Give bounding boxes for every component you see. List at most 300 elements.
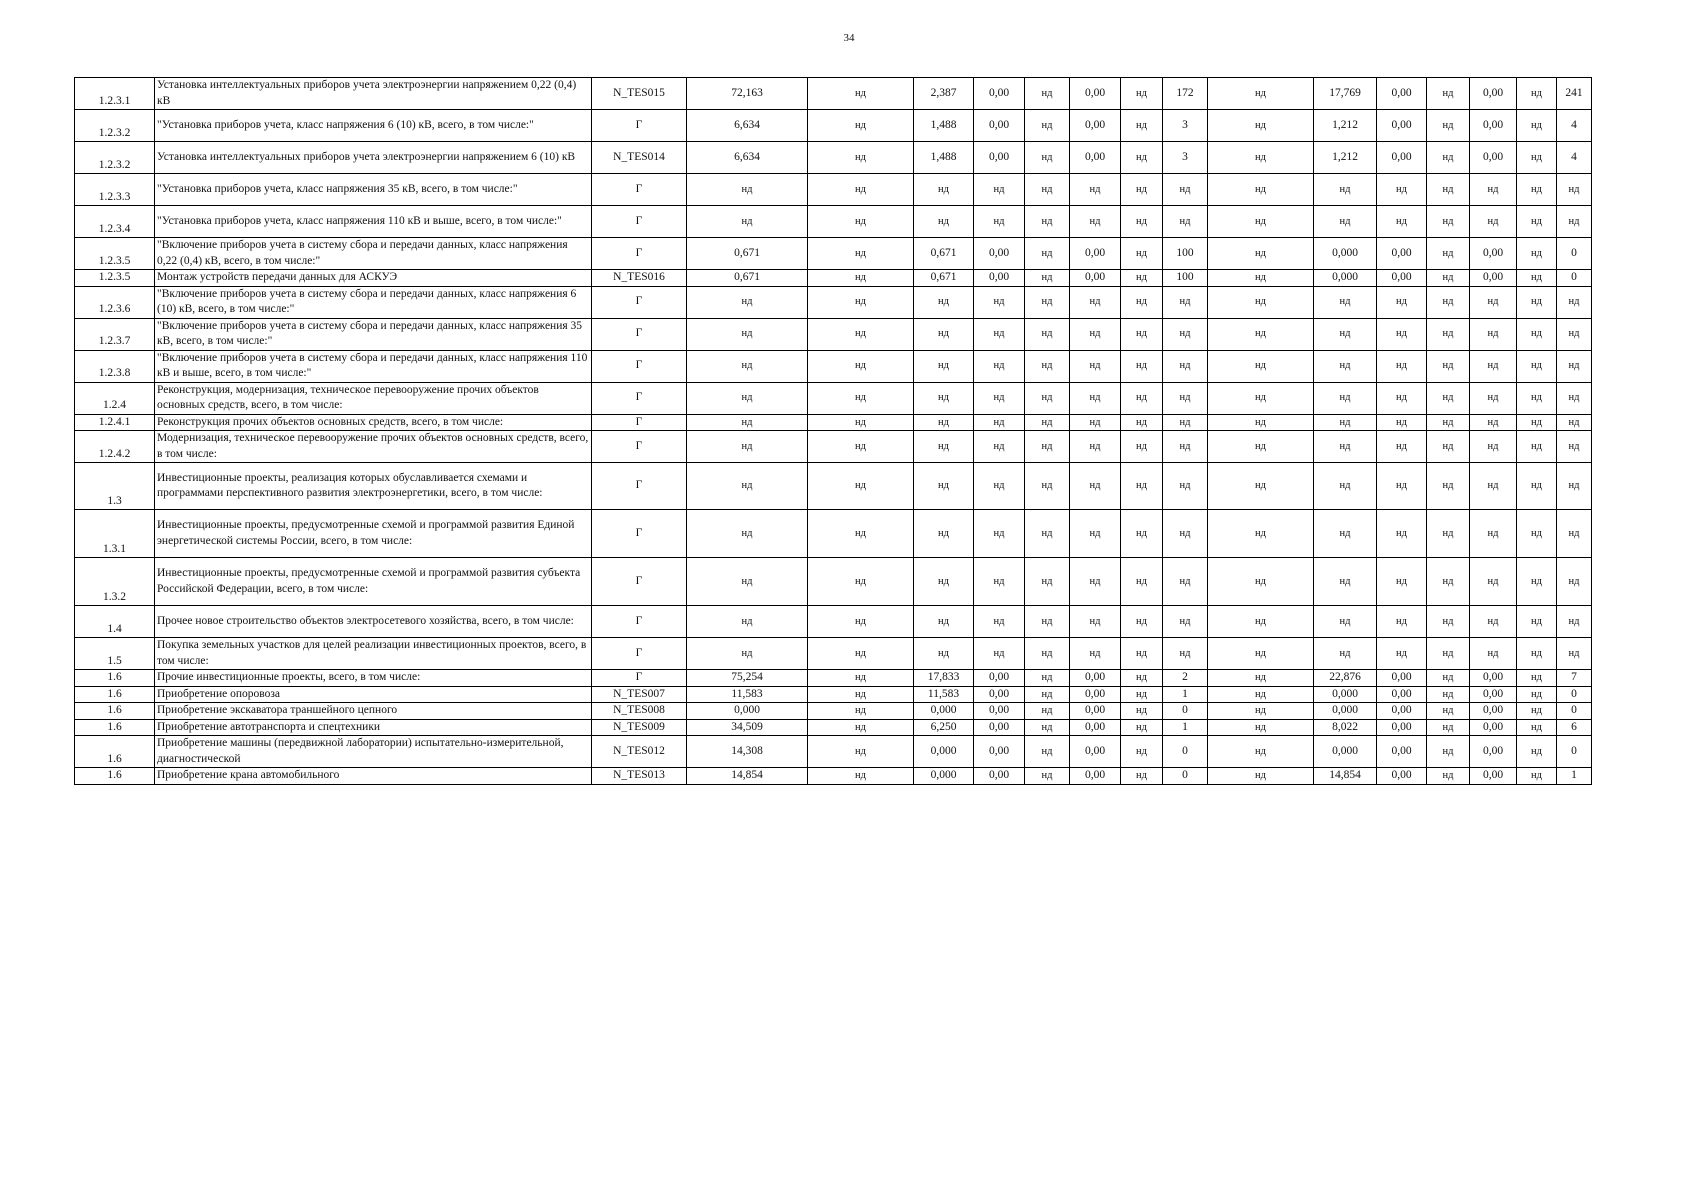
value-cell: 0 [1557,736,1592,768]
row-code-cell: 1.2.3.1 [75,78,155,110]
value-cell: 0,00 [974,78,1025,110]
value-cell: нд [1470,206,1517,238]
value-cell: нд [1557,638,1592,670]
row-name-cell: Инвестиционные проекты, предусмотренные схемой и программой развития Единой энергетической системы России, всего, в том числе: [155,510,592,558]
value-cell: нд [1208,686,1314,703]
value-cell: 6 [1557,719,1592,736]
value-cell: 0,00 [1070,270,1121,287]
value-cell: нд [1025,206,1070,238]
value-cell: нд [1121,206,1163,238]
value-cell: нд [974,318,1025,350]
value-cell: нд [914,558,974,606]
value-cell: нд [1427,110,1470,142]
value-cell: 0 [1163,703,1208,720]
value-cell: нд [974,382,1025,414]
value-cell: нд [1070,286,1121,318]
value-cell: 0,00 [1470,670,1517,687]
value-cell: нд [1208,768,1314,785]
value-cell: нд [1314,431,1377,463]
value-cell: нд [914,510,974,558]
value-cell: нд [1208,670,1314,687]
value-cell: нд [1121,382,1163,414]
value-cell: нд [1470,286,1517,318]
value-cell: нд [808,558,914,606]
value-cell: 0,00 [1377,270,1427,287]
value-cell: нд [1163,558,1208,606]
value-cell: нд [1163,414,1208,431]
value-cell: нд [1121,463,1163,510]
value-cell: 17,769 [1314,78,1377,110]
value-cell: нд [1163,318,1208,350]
value-cell: нд [1163,206,1208,238]
value-cell: нд [1070,318,1121,350]
value-cell: нд [1427,238,1470,270]
value-cell: 0,00 [1470,142,1517,174]
value-cell: нд [808,286,914,318]
value-cell: 1,212 [1314,142,1377,174]
value-cell: нд [1557,463,1592,510]
value-cell: нд [1025,510,1070,558]
value-cell: нд [1163,382,1208,414]
row-name-cell: Монтаж устройств передачи данных для АСКУЭ [155,270,592,287]
value-cell: нд [808,736,914,768]
table-row [75,431,1592,463]
value-cell: 6,634 [687,142,808,174]
value-cell: нд [1517,174,1557,206]
value-cell: нд [1121,510,1163,558]
value-cell: 0,00 [974,670,1025,687]
value-cell: нд [1470,431,1517,463]
value-cell: нд [1208,510,1314,558]
value-cell: нд [687,510,808,558]
value-cell: нд [1070,510,1121,558]
value-cell: нд [1314,638,1377,670]
value-cell: нд [1025,558,1070,606]
row-id-cell: Г [592,318,687,350]
value-cell: нд [1427,382,1470,414]
row-id-cell: Г [592,638,687,670]
row-name-cell: Реконструкция прочих объектов основных средств, всего, в том числе: [155,414,592,431]
value-cell: нд [1208,736,1314,768]
value-cell: нд [1025,686,1070,703]
value-cell: нд [1163,350,1208,382]
value-cell: нд [1070,350,1121,382]
value-cell: нд [974,558,1025,606]
value-cell: нд [687,414,808,431]
value-cell: нд [1470,350,1517,382]
value-cell: нд [1427,638,1470,670]
value-cell: 4 [1557,142,1592,174]
value-cell: нд [1427,606,1470,638]
value-cell: 3 [1163,142,1208,174]
value-cell: нд [1208,558,1314,606]
value-cell: нд [1517,606,1557,638]
value-cell: 0,00 [974,768,1025,785]
value-cell: 0,00 [1070,703,1121,720]
value-cell: нд [687,558,808,606]
value-cell: нд [1070,206,1121,238]
value-cell: 2,387 [914,78,974,110]
value-cell: нд [808,318,914,350]
value-cell: 0,000 [1314,686,1377,703]
value-cell: нд [1470,414,1517,431]
value-cell: нд [1025,318,1070,350]
value-cell: нд [1517,414,1557,431]
value-cell: нд [1470,382,1517,414]
value-cell: нд [1070,558,1121,606]
value-cell: нд [974,286,1025,318]
row-name-cell: "Установка приборов учета, класс напряжения 6 (10) кВ, всего, в том числе:" [155,110,592,142]
value-cell: нд [1470,174,1517,206]
value-cell: 172 [1163,78,1208,110]
value-cell: нд [1208,270,1314,287]
row-name-cell: Реконструкция, модернизация, техническое перевооружение прочих объектов основных средств, всего, в том числе: [155,382,592,414]
value-cell: 0,00 [1377,238,1427,270]
value-cell: нд [1208,318,1314,350]
value-cell: нд [1470,510,1517,558]
row-name-cell: Прочее новое строительство объектов электросетевого хозяйства, всего, в том числе: [155,606,592,638]
value-cell: нд [808,463,914,510]
row-id-cell: Г [592,558,687,606]
row-code-cell: 1.6 [75,768,155,785]
table-row [75,670,1592,687]
value-cell: нд [1121,638,1163,670]
value-cell: нд [687,463,808,510]
value-cell: нд [1314,174,1377,206]
value-cell: нд [1121,238,1163,270]
value-cell: нд [1517,463,1557,510]
table-row [75,174,1592,206]
value-cell: нд [1557,174,1592,206]
value-cell: нд [1070,431,1121,463]
value-cell: нд [1314,350,1377,382]
value-cell: нд [1314,558,1377,606]
table-row [75,238,1592,270]
row-id-cell: Г [592,206,687,238]
value-cell: 0,00 [1470,238,1517,270]
value-cell: 0,00 [1377,670,1427,687]
row-id-cell: Г [592,382,687,414]
value-cell: нд [1557,431,1592,463]
value-cell: нд [1377,206,1427,238]
value-cell: нд [1121,431,1163,463]
value-cell: нд [914,206,974,238]
value-cell: нд [1517,736,1557,768]
value-cell: нд [1517,110,1557,142]
value-cell: 1,488 [914,142,974,174]
value-cell: 0 [1163,736,1208,768]
value-cell: нд [1163,606,1208,638]
value-cell: нд [1377,606,1427,638]
value-cell: 0,00 [1377,686,1427,703]
value-cell: нд [1025,736,1070,768]
value-cell: нд [1427,414,1470,431]
value-cell: нд [1377,350,1427,382]
value-cell: нд [1208,638,1314,670]
value-cell: нд [1427,286,1470,318]
value-cell: нд [1121,768,1163,785]
value-cell: нд [1427,431,1470,463]
value-cell: нд [1427,463,1470,510]
value-cell: нд [808,431,914,463]
value-cell: нд [1517,350,1557,382]
value-cell: нд [914,350,974,382]
value-cell: нд [687,638,808,670]
row-code-cell: 1.3.2 [75,558,155,606]
value-cell: нд [1517,431,1557,463]
value-cell: нд [1208,174,1314,206]
row-code-cell: 1.2.3.3 [75,174,155,206]
value-cell: нд [1517,270,1557,287]
value-cell: нд [1208,350,1314,382]
value-cell: 1 [1163,686,1208,703]
value-cell: 0,00 [974,703,1025,720]
value-cell: нд [1208,142,1314,174]
value-cell: нд [1470,318,1517,350]
value-cell: нд [1070,606,1121,638]
value-cell: нд [1025,238,1070,270]
table-row [75,382,1592,414]
value-cell: нд [1121,703,1163,720]
value-cell: нд [1025,703,1070,720]
value-cell: 0,00 [1070,768,1121,785]
value-cell: нд [1314,382,1377,414]
value-cell: нд [974,414,1025,431]
value-cell: нд [914,174,974,206]
value-cell: нд [1208,206,1314,238]
value-cell: 0,00 [1070,670,1121,687]
value-cell: 0,00 [974,270,1025,287]
value-cell: нд [1121,110,1163,142]
value-cell: нд [1314,463,1377,510]
row-name-cell: "Включение приборов учета в систему сбора и передачи данных, класс напряжения 0,22 (0,4) кВ, всего, в том числе:" [155,238,592,270]
row-code-cell: 1.2.3.5 [75,270,155,287]
row-code-cell: 1.2.3.8 [75,350,155,382]
value-cell: нд [1557,350,1592,382]
value-cell: нд [1208,238,1314,270]
value-cell: нд [1427,768,1470,785]
row-code-cell: 1.2.3.5 [75,238,155,270]
value-cell: 0,00 [1470,768,1517,785]
value-cell: 34,509 [687,719,808,736]
value-cell: 14,308 [687,736,808,768]
value-cell: нд [1025,286,1070,318]
value-cell: нд [1121,558,1163,606]
value-cell: 11,583 [914,686,974,703]
value-cell: нд [1427,510,1470,558]
row-name-cell: Инвестиционные проекты, предусмотренные схемой и программой развития субъекта Российской Федерации, всего, в том числе: [155,558,592,606]
value-cell: 100 [1163,238,1208,270]
value-cell: нд [1121,670,1163,687]
value-cell: нд [1070,638,1121,670]
value-cell: нд [974,638,1025,670]
value-cell: нд [808,270,914,287]
value-cell: нд [1377,174,1427,206]
value-cell: нд [808,206,914,238]
row-id-cell: Г [592,431,687,463]
row-code-cell: 1.6 [75,736,155,768]
value-cell: нд [808,414,914,431]
row-code-cell: 1.3 [75,463,155,510]
value-cell: нд [1427,78,1470,110]
investment-table [74,77,1592,785]
row-id-cell: Г [592,238,687,270]
value-cell: 241 [1557,78,1592,110]
row-id-cell: Г [592,606,687,638]
value-cell: нд [914,382,974,414]
value-cell: нд [1470,558,1517,606]
value-cell: нд [808,510,914,558]
value-cell: нд [1025,719,1070,736]
row-name-cell: "Включение приборов учета в систему сбора и передачи данных, класс напряжения 6 (10) кВ, всего, в том числе:" [155,286,592,318]
value-cell: нд [808,768,914,785]
value-cell: 4 [1557,110,1592,142]
value-cell: нд [1208,78,1314,110]
value-cell: нд [1025,350,1070,382]
value-cell: нд [1025,382,1070,414]
row-id-cell: N_TES007 [592,686,687,703]
value-cell: нд [687,382,808,414]
value-cell: нд [808,686,914,703]
table-row [75,286,1592,318]
page-number: 34 [843,32,855,44]
value-cell: нд [974,606,1025,638]
value-cell: нд [1025,414,1070,431]
value-cell: нд [1163,431,1208,463]
value-cell: 0 [1557,238,1592,270]
row-code-cell: 1.6 [75,719,155,736]
row-id-cell: Г [592,670,687,687]
value-cell: 0,00 [1070,110,1121,142]
value-cell: нд [914,606,974,638]
value-cell: 0,00 [1377,110,1427,142]
value-cell: нд [808,606,914,638]
value-cell: нд [1025,110,1070,142]
value-cell: нд [1470,606,1517,638]
value-cell: 0,00 [1377,78,1427,110]
row-id-cell: N_TES012 [592,736,687,768]
value-cell: нд [914,414,974,431]
value-cell: 2 [1163,670,1208,687]
value-cell: нд [808,719,914,736]
value-cell: 0,00 [1377,736,1427,768]
value-cell: 0,00 [974,736,1025,768]
value-cell: нд [1025,606,1070,638]
value-cell: 0,671 [687,270,808,287]
value-cell: нд [1121,174,1163,206]
value-cell: нд [1163,510,1208,558]
table-row [75,350,1592,382]
value-cell: нд [1070,463,1121,510]
value-cell: 14,854 [1314,768,1377,785]
value-cell: 0,00 [1470,270,1517,287]
row-name-cell: "Включение приборов учета в систему сбора и передачи данных, класс напряжения 110 кВ и выше, всего, в том числе:" [155,350,592,382]
value-cell: нд [1208,719,1314,736]
value-cell: нд [914,431,974,463]
value-cell: 100 [1163,270,1208,287]
value-cell: нд [1377,382,1427,414]
row-code-cell: 1.2.3.4 [75,206,155,238]
row-name-cell: Приобретение автотранспорта и спецтехники [155,719,592,736]
value-cell: нд [1427,558,1470,606]
value-cell: 0,000 [1314,736,1377,768]
value-cell: нд [1025,78,1070,110]
value-cell: 1 [1557,768,1592,785]
value-cell: 0,00 [1470,686,1517,703]
row-code-cell: 1.2.4.1 [75,414,155,431]
value-cell: нд [1025,463,1070,510]
value-cell: 6,250 [914,719,974,736]
row-name-cell: Приобретение крана автомобильного [155,768,592,785]
value-cell: нд [687,174,808,206]
value-cell: нд [687,350,808,382]
value-cell: 1,488 [914,110,974,142]
value-cell: 7 [1557,670,1592,687]
value-cell: нд [1517,206,1557,238]
value-cell: нд [1557,286,1592,318]
value-cell: нд [1025,431,1070,463]
value-cell: нд [1517,638,1557,670]
value-cell: 0,00 [974,110,1025,142]
row-code-cell: 1.4 [75,606,155,638]
value-cell: нд [687,431,808,463]
row-code-cell: 1.6 [75,703,155,720]
value-cell: нд [1121,414,1163,431]
row-id-cell: Г [592,286,687,318]
value-cell: нд [914,463,974,510]
row-name-cell: Приобретение машины (передвижной лаборатории) испытательно-измерительной, диагностической [155,736,592,768]
value-cell: нд [1517,510,1557,558]
row-id-cell: N_TES016 [592,270,687,287]
value-cell: нд [1517,286,1557,318]
value-cell: нд [1208,286,1314,318]
value-cell: нд [1070,414,1121,431]
value-cell: 0,00 [1070,686,1121,703]
value-cell: нд [974,463,1025,510]
row-name-cell: Приобретение экскаватора траншейного цепного [155,703,592,720]
value-cell: нд [808,174,914,206]
table-row [75,78,1592,110]
value-cell: нд [808,110,914,142]
row-code-cell: 1.2.3.2 [75,142,155,174]
value-cell: 11,583 [687,686,808,703]
row-name-cell: Прочие инвестиционные проекты, всего, в том числе: [155,670,592,687]
row-id-cell: N_TES008 [592,703,687,720]
value-cell: 0,00 [1377,142,1427,174]
value-cell: нд [1377,414,1427,431]
value-cell: 0,00 [1377,768,1427,785]
value-cell: нд [1121,606,1163,638]
value-cell: 1 [1163,719,1208,736]
value-cell: нд [1121,736,1163,768]
value-cell: нд [1208,382,1314,414]
table-row [75,719,1592,736]
table-row [75,638,1592,670]
value-cell: нд [1517,719,1557,736]
value-cell: нд [1314,286,1377,318]
value-cell: 6,634 [687,110,808,142]
row-name-cell: "Включение приборов учета в систему сбора и передачи данных, класс напряжения 35 кВ, всего, в том числе:" [155,318,592,350]
value-cell: нд [1557,318,1592,350]
value-cell: 0,000 [914,768,974,785]
value-cell: нд [1427,142,1470,174]
row-id-cell: N_TES009 [592,719,687,736]
value-cell: нд [687,606,808,638]
value-cell: 0,00 [1070,78,1121,110]
row-code-cell: 1.2.4.2 [75,431,155,463]
value-cell: нд [687,318,808,350]
value-cell: нд [1070,174,1121,206]
